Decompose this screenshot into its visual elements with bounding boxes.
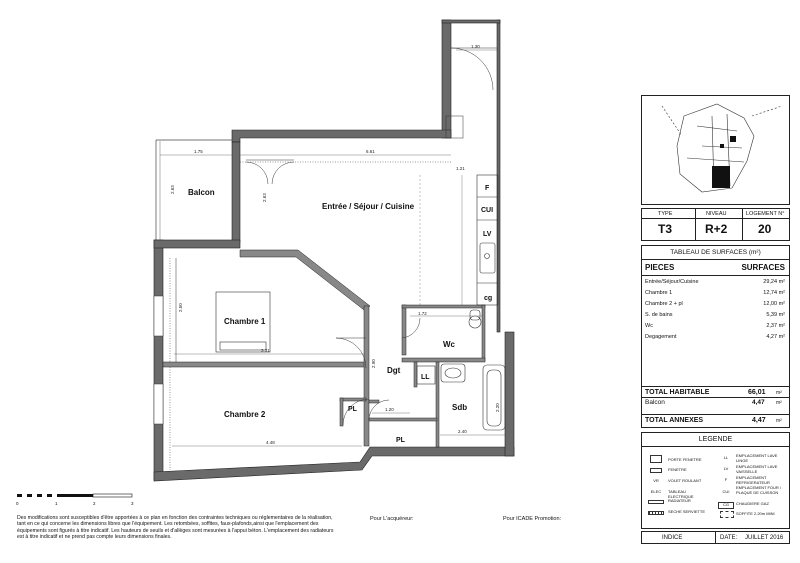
dim-120: 1.20 [385,407,394,412]
soffite-icon [720,511,734,518]
legend-code: CUI [722,489,730,494]
dim-263: 2.63 [170,185,175,194]
date-value: JUILLET 2016 [745,535,784,541]
promotion-label: Pour ICADE Promotion: [503,516,562,522]
legend-label: RADIATEUR [668,498,691,503]
row-surface: 12,74 m² [763,290,785,296]
scale-2: 2 [93,501,96,506]
room-ll: LL [421,374,430,381]
apartment-highlight [712,166,730,188]
kitchen-f: F [485,185,490,192]
legend-code: LV [723,466,729,471]
room-pl1: PL [348,406,357,413]
total-annexes-label: TOTAL ANNEXES [645,417,704,424]
row-piece: Chambre 1 [645,290,673,296]
total-habitable-value: 66,01 [748,389,766,396]
legend-label: EMPLACEMENT REFRIGERATEUR [736,475,770,485]
legend-label: EMPLACEMENT LAVE VAISSELLE [736,464,778,474]
dim-290: 2.90 [371,359,376,368]
room-sdb: Sdb [452,403,468,412]
row-piece: Chambre 2 + pl [645,301,683,307]
legend-code: CG [718,502,734,509]
scale-0: 0 [16,501,19,506]
legend-label: FENETRE [668,467,687,472]
dim-130: 1.30 [471,44,480,49]
legend-label: VOLET ROULANT [668,478,702,483]
interior-walls [163,250,485,447]
fenetre-icon [650,468,662,473]
kitchen-cui: CUI [481,207,494,214]
niveau-label: NIVEAU [706,211,727,217]
porte-fenetre-icon [650,455,662,463]
table-title: TABLEAU DE SURFACES (m²) [670,249,761,256]
type-value: T3 [658,222,673,236]
row-piece: S. de bains [645,312,673,318]
row-surface: 12,00 m² [763,301,785,307]
indice-date [641,531,790,544]
legende-title: LEGENDE [698,436,733,443]
legend-label: EMPLACEMENT LAVE LINGE [736,453,778,463]
scale-bar [16,494,134,506]
room-chambre2: Chambre 2 [224,410,266,419]
scale-3: 3 [131,501,134,506]
legend [641,432,790,529]
surfaces-table [641,245,790,428]
key-plan-map [642,96,789,204]
scale-1: 1 [55,501,58,506]
row-piece: Degagement [645,334,677,340]
legend-label: CHAUDIERE GAZ [736,501,769,506]
row-piece: Entrée/Séjour/Cuisine [645,279,699,285]
kitchen-counter [420,175,498,305]
room-dgt: Dgt [387,366,401,375]
dim-250: 2.50 [178,303,183,312]
total-habitable-unit: m² [776,390,782,396]
legend-code: LL [723,455,729,460]
balcon-value: 4,47 [752,399,765,406]
total-annexes-value: 4,47 [752,417,766,424]
room-pl2: PL [396,437,405,444]
legend-code: F [724,477,728,482]
room-chambre1: Chambre 1 [224,317,266,326]
acquereur-label: Pour L'acquéreur: [370,516,414,522]
room-wc: Wc [443,340,455,349]
bath-fixtures [417,310,505,430]
row-surface: 4,27 m² [766,334,785,340]
room-balcon: Balcon [188,188,215,197]
total-annexes-unit: m² [776,418,782,424]
disclaimer-notes: Des modifications sont susceptibles d'être apportées à ce plan en fonction des contraintes techniques ou réglementaires de la réalisation, tant en ce qui concerne les dimensions libres que l'équipement. Les retombées, soffites, faux-plafonds,ainsi que l'emplacement des équipements sont figurés à titre indicatif. Les hauteurs de seuils et d'allèges sont mesurées à l'appui béton. L'emplacement des radiateurs est à titre indicatif et ne prend pas compte leurs dimensions finales. [17,515,334,541]
col-surfaces: SURFACES [741,263,785,272]
legend-label: TABLEAU ELECTRIQUE [668,489,694,499]
legend-code: ELEC [650,489,662,494]
info-sidebar [641,95,790,545]
date-label: DATE: [720,535,738,541]
dim-448: 4.48 [266,440,275,445]
row-piece: Wc [645,323,653,329]
row-surface: 2,37 m² [766,323,785,329]
total-habitable-label: TOTAL HABITABLE [645,389,710,396]
unit-info [641,208,790,241]
dim-263b: 2.63 [262,193,267,202]
row-surface: 5,39 m² [766,312,785,318]
room-sejour: Entrée / Séjour / Cuisine [322,202,415,211]
col-pieces: PIECES [645,263,675,272]
radiateur-icon [648,500,664,504]
dim-172: 1.72 [418,311,427,316]
legend-label: PORTE FENETRE [668,457,702,462]
niveau-value: R+2 [705,222,728,236]
legend-label: EMPLACEMENT FOUR / PLAQUE DE CUISSON [736,485,782,495]
balcon-unit: m² [776,400,782,406]
legend-label: SECHE SERVIETTE [668,509,706,514]
indice-label: INDICE [662,535,683,541]
row-surface: 29,24 m² [763,279,785,285]
key-plan [641,95,790,205]
balcon-label: Balcon [645,399,665,406]
seche-serviette-icon [648,511,664,515]
legend-code: VR [653,478,659,483]
kitchen-lv: LV [483,231,492,238]
dim-240: 2.40 [458,429,467,434]
type-label: TYPE [658,211,673,217]
logement-label: LOGEMENT N° [746,211,785,217]
kitchen-cg: cg [484,295,493,302]
dim-661: 6.61 [366,149,375,154]
legend-label: SOFFITE 2.20m MINI [736,511,775,516]
dim-175: 1.75 [194,149,203,154]
dim-220: 2.20 [495,403,500,412]
logement-value: 20 [758,222,772,236]
dim-121: 1.21 [456,166,465,171]
dim-331: 3.31 [261,348,270,353]
